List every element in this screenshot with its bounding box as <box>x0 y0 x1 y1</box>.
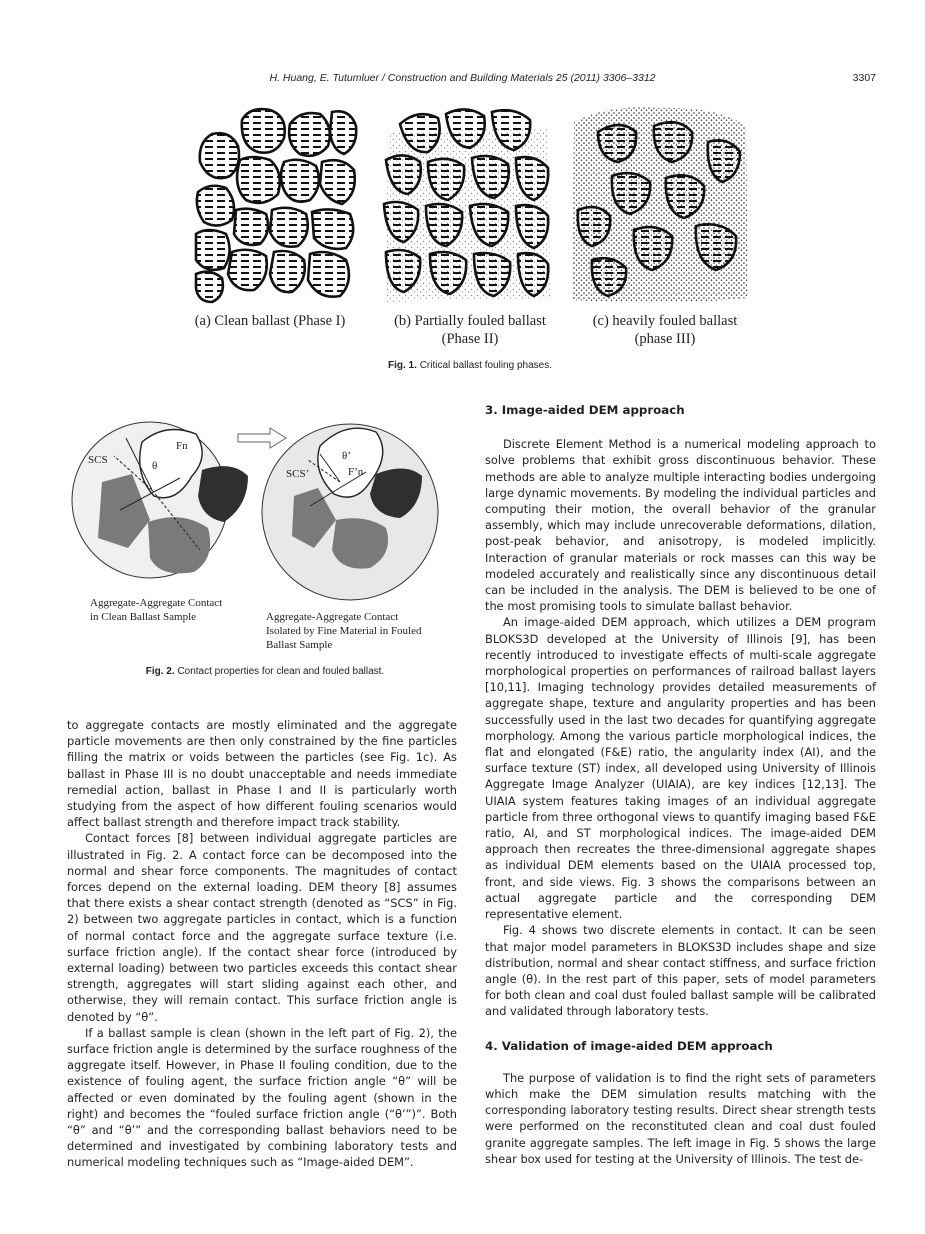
figure-2-label-theta-prime: θ’ <box>342 450 351 462</box>
section-3-spacer <box>485 418 876 436</box>
section-4-title: 4. Validation of image-aided DEM approach <box>485 1038 773 1053</box>
figure-1b-subcaption <box>370 312 570 348</box>
running-head: H. Huang, E. Tutumluer / Construction and Building Materials 25 (2011) 3306–3312 <box>269 72 656 84</box>
figure-2-caption-text: Contact properties for clean and fouled ballast. <box>177 666 385 677</box>
figure-2-note-right-line1: Aggregate-Aggregate Contact <box>266 611 399 623</box>
figure-1b-subcaption-line2: (Phase II) <box>441 331 499 347</box>
right-paragraph-3: Fig. 4 shows two discrete elements in contact. It can be seen that major model parameters in BLOKS3D includes shape and size distribution, normal and shear contact stiffness, and surface friction angle (θ). In the rest part of this paper, sets of model parameters for both clean and coal dust fouled ballast sample will be calibrated and validated through laboratory tests. <box>485 923 876 1019</box>
section-4-spacer <box>485 1054 876 1070</box>
figure-1b-partially-fouled-ballast-image <box>380 102 555 307</box>
left-paragraph-2: Contact forces [8] between individual aggregate particles are illustrated in Fig. 2. A contact force can be decomposed into the normal and shear force components. The magnitudes of contact forces depend on the external loading. DEM theory [8] assumes that there exists a shear contact strength (denoted as “SCS” in Fig. 2) between two aggregate particles in contact, which is a function of normal contact force and the aggregate surface texture (i.e. surface friction angle). If the contact shear force (introduced by external loading) between two particles exceeds this contact shear strength, aggregates will start sliding against each other, and otherwise, they will remain contact. This surface friction angle is denoted by “θ”. <box>67 831 457 1024</box>
left-paragraph-1: to aggregate contacts are mostly eliminated and the aggregate particle movements are then only constrained by the fine particles filling the matrix or voids between the particles (see Fig. 1c). As ballast in Phase III is no doubt unacceptable and needs immediate remedial action, ballast in Phase I and II is particularly worth studying from the aspect of how different fouling scenarios would affect ballast strength and therefore impact track stability. <box>67 718 457 830</box>
figure-2-note-right <box>266 610 422 652</box>
figure-1-caption <box>0 360 925 371</box>
left-paragraph-3: If a ballast sample is clean (shown in the left part of Fig. 2), the surface friction angle is determined by the surface roughness of the aggregate itself. However, in Phase II fouling condition, due to the existence of fouling agent, the surface friction angle “θ” will be affected or even dominated by the fouling agent (shown in the right) and becomes the “fouled surface friction angle (“θ’”)”. Both “θ” and “θ’” and the corresponding ballast behaviors need to be determined and investigated by combining laboratory tests and numerical modeling techniques such as “Image-aided DEM”. <box>67 1025 457 1170</box>
figure-2-note-left-line1: Aggregate-Aggregate Contact <box>90 597 223 609</box>
figure-1a-clean-ballast-image <box>192 102 360 307</box>
figure-2-caption <box>70 666 460 677</box>
figure-2-note-left <box>90 596 222 624</box>
right-paragraph-4: The purpose of validation is to find the right sets of parameters which make the DEM simulation results matching with the corresponding laboratory testing results. Direct shear strength tests were performed on the reconstituted clean and coal dust fouled granite aggregate samples. The left image in Fig. 5 shows the large shear box used for testing at the University of Illinois. The test de- <box>485 1070 876 1166</box>
figure-2-note-left-line2: in Clean Ballast Sample <box>90 611 197 623</box>
page-header <box>0 72 925 88</box>
page-number: 3307 <box>852 72 876 84</box>
figure-2-label-fn: Fn <box>176 440 188 452</box>
section-3-title: 3. Image-aided DEM approach <box>485 403 685 417</box>
figure-1c-subcaption <box>570 312 760 348</box>
figure-1a-subcaption: (a) Clean ballast (Phase I) <box>194 313 346 329</box>
right-column <box>485 402 876 1167</box>
figure-2-label-scs: SCS <box>88 454 108 466</box>
figure-2-label-theta: θ <box>152 460 158 472</box>
figure-1c-heavily-fouled-ballast-image <box>568 102 752 307</box>
figure-2-note-right-line2: Isolated by Fine Material in Fouled <box>266 625 422 637</box>
figure-1 <box>170 102 770 312</box>
figure-1c-subcaption-line1: (c) heavily fouled ballast <box>592 313 738 329</box>
right-paragraph-1: Discrete Element Method is a numerical modeling approach to solve problems that exhibit gross discontinuous behavior. These methods are able to analyze multiple interacting bodies undergoing large dynamic movements. By modeling the individual particles and computing their motion, the overall behavior of the granular assembly, which may include unrecoverable deformations, dilation, post-peak behavior, and anisotropy, is modeled implicitly. Interaction of granular materials or rock masses can this way be modeled accurately and realistically since any discontinuous detail can be included in the analysis. The DEM is believed to be one of the most promising tools to simulate ballast behavior. <box>485 437 876 614</box>
figure-2-caption-label: Fig. 2. <box>145 666 175 677</box>
right-paragraph-2: An image-aided DEM approach, which utilizes a DEM program BLOKS3D developed at the University of Illinois [9], has been recently introduced to investigate effects of multi-scale aggregate morphological properties on performances of railroad ballast layers [10,11]. Imaging technology provides detailed measurements of aggregate shape, texture and angularity properties and has been successfully used in the last two decades for quantifying aggregate morphology. Among the various particle morphological indices, the flat and elongated (F&E) ratio, the angularity index (AI), and the surface texture (ST) index, all developed using University of Illinois Aggregate Image Analyzer (UIAIA), are key indices [12,13]. The UIAIA system features taking images of an individual aggregate particle from three orthogonal views to quantify imaging based F&E ratio, AI, and ST morphological indices. The image-aided DEM approach then recreates the three-dimensional aggregate shapes as individual DEM elements based on the UIAIA processed top, front, and side views. Fig. 3 shows the comparisons between an actual aggregate particle and the corresponding DEM representative element. <box>485 615 876 922</box>
figure-1b-subcaption-line1: (b) Partially fouled ballast <box>394 313 546 329</box>
section-4-spacer-top <box>485 1020 876 1038</box>
figure-1-caption-label: Fig. 1. <box>388 360 417 371</box>
figure-2-label-scs-prime: SCS’ <box>286 468 310 480</box>
left-column <box>67 717 457 1171</box>
figure-1-caption-text: Critical ballast fouling phases. <box>419 360 552 371</box>
figure-2-label-fn-prime: F’n <box>348 466 364 478</box>
figure-2-note-right-line3: Ballast Sample <box>266 639 333 651</box>
figure-2 <box>70 410 460 660</box>
figure-1c-subcaption-line2: (phase III) <box>634 331 696 347</box>
